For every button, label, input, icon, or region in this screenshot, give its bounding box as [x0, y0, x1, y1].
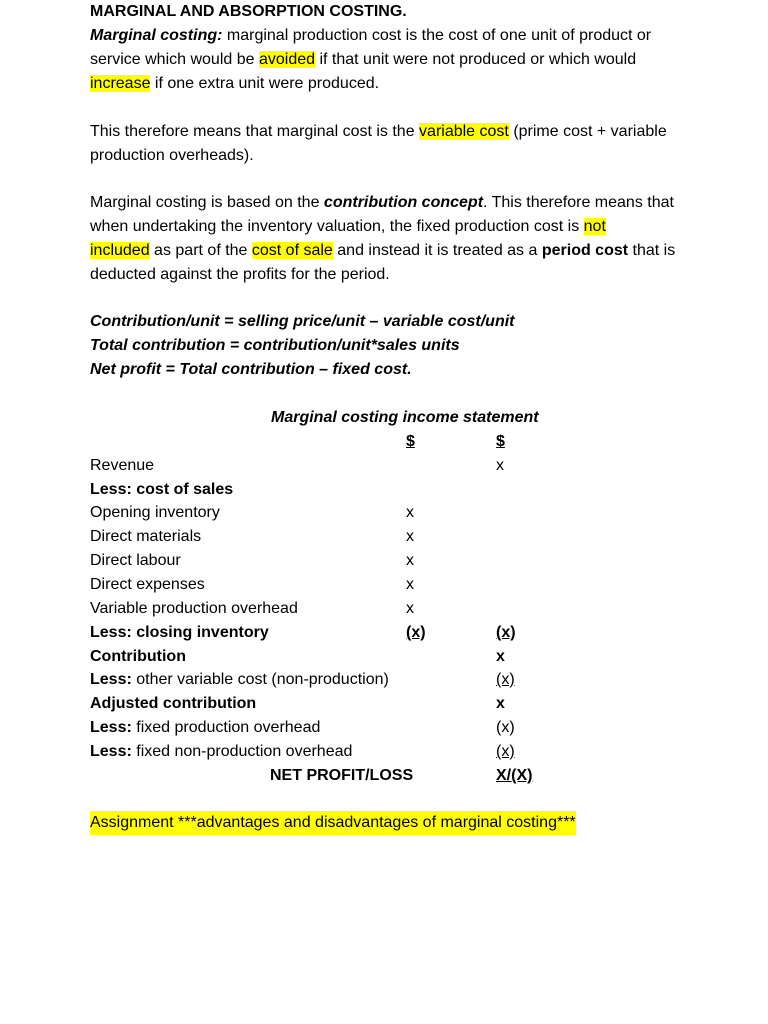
paragraph-text: Marginal costing is based on the [90, 194, 324, 211]
row-value: x [496, 648, 505, 665]
paragraph-text: as part of the [149, 242, 252, 259]
row-value-col1: (x) [406, 624, 426, 641]
paragraph-text: that is [628, 242, 676, 259]
paragraph-3-line-4: deducted against the profits for the period. [90, 266, 390, 283]
paragraph-text: and instead it is treated as a [332, 242, 542, 259]
row-value: x [406, 552, 414, 569]
row-fixed-production-overhead [90, 716, 515, 740]
row-value: x [406, 576, 414, 593]
row-label: Direct materials [90, 528, 202, 545]
definition-text: service which would be [90, 51, 259, 68]
formula-net-profit: Net profit = Total contribution – fixed cost. [90, 361, 412, 378]
formula-contribution-unit: Contribution/unit = selling price/unit – variable cost/unit [90, 313, 515, 330]
period-cost: period cost [541, 242, 629, 259]
highlight-avoided: avoided [258, 51, 316, 68]
row-label: other variable cost (non-production) [131, 671, 389, 688]
paragraph-3-line-2 [90, 215, 606, 239]
row-variable-production-overhead [90, 597, 414, 621]
row-value: (x) [496, 743, 515, 760]
row-label: NET PROFIT/LOSS [270, 767, 414, 784]
definition-line-2 [90, 48, 636, 72]
row-adjusted-contribution [90, 692, 505, 716]
highlight-increase: increase [90, 75, 151, 92]
row-value: x [406, 504, 414, 521]
row-value: (x) [496, 671, 515, 688]
row-value: X/(X) [496, 767, 533, 784]
row-label: Revenue [90, 457, 155, 474]
less-label: Less: [90, 671, 132, 688]
row-label: Contribution [90, 648, 186, 665]
definition-text: marginal production cost is the cost of one unit of product or [222, 27, 652, 44]
row-value: x [406, 600, 414, 617]
definition-text: if one extra unit were produced. [150, 75, 380, 92]
less-label: Less: [90, 743, 132, 760]
row-revenue [90, 454, 504, 478]
row-other-variable-cost [90, 668, 515, 692]
paragraph-2-line-1 [90, 120, 667, 144]
highlight-variable-cost: variable cost [419, 123, 509, 140]
row-less-cost-of-sales: Less: cost of sales [90, 481, 234, 498]
paragraph-text: (prime cost + variable [508, 123, 667, 140]
row-direct-labour [90, 549, 414, 573]
row-label: Variable production overhead [90, 600, 298, 617]
row-label: fixed production overhead [131, 719, 321, 736]
document-title: MARGINAL AND ABSORPTION COSTING. [90, 3, 407, 20]
statement-title: Marginal costing income statement [271, 409, 539, 426]
paragraph-text: when undertaking the inventory valuation, the fixed production cost is [90, 218, 584, 235]
col2-header: $ [496, 433, 505, 450]
formula-total-contribution: Total contribution = contribution/unit*sales units [90, 337, 460, 354]
row-value: x [496, 457, 504, 474]
row-value-col2: (x) [496, 624, 516, 641]
row-fixed-non-production-overhead [90, 740, 515, 764]
highlight-included: included [90, 242, 150, 259]
row-net-profit-loss [270, 764, 533, 788]
paragraph-2-line-2: production overheads). [90, 147, 254, 164]
row-label: Direct labour [90, 552, 181, 569]
paragraph-3-line-3 [90, 239, 675, 263]
highlight-cost-of-sale: cost of sale [251, 242, 333, 259]
paragraph-text: This therefore means that marginal cost is the [90, 123, 420, 140]
contribution-concept: contribution concept [323, 194, 484, 211]
less-label: Less: [90, 719, 132, 736]
definition-line-3 [90, 72, 379, 96]
row-value: x [406, 528, 414, 545]
paragraph-text: . This therefore means that [483, 194, 674, 211]
row-label: Direct expenses [90, 576, 205, 593]
row-label: fixed non-production overhead [131, 743, 353, 760]
definition-term: Marginal costing: [90, 27, 223, 44]
row-label: Less: closing inventory [90, 624, 269, 641]
definition-text: if that unit were not produced or which would [315, 51, 637, 68]
row-label: Adjusted contribution [90, 695, 257, 712]
row-value: (x) [496, 719, 515, 736]
row-direct-materials [90, 525, 414, 549]
paragraph-3-line-1 [90, 191, 674, 215]
definition-line-1 [90, 24, 651, 48]
col1-header: $ [406, 433, 415, 450]
row-opening-inventory [90, 501, 414, 525]
assignment-note: Assignment ***advantages and disadvantages of marginal costing*** [90, 811, 576, 835]
row-closing-inventory [90, 621, 516, 645]
highlight-not: not [583, 218, 606, 235]
row-value: x [496, 695, 505, 712]
row-label: Opening inventory [90, 504, 220, 521]
row-contribution [90, 645, 505, 669]
row-direct-expenses [90, 573, 414, 597]
